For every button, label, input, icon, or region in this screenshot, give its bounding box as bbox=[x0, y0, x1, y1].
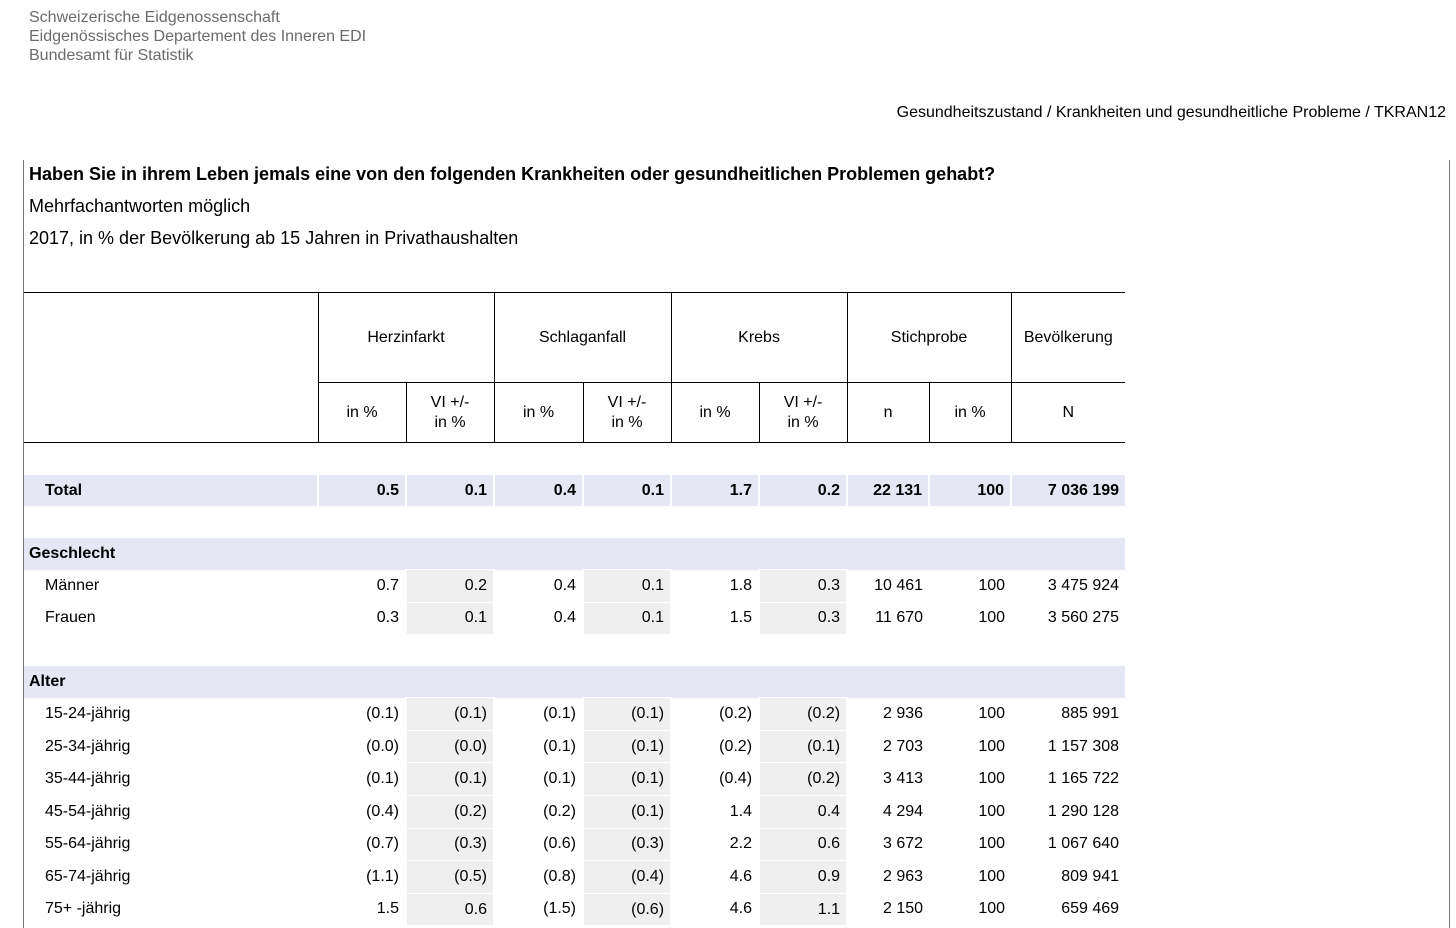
table-cell: 0.7 bbox=[376, 576, 399, 594]
spacer-row bbox=[24, 506, 1125, 538]
row-label: 65-74-jährig bbox=[45, 867, 131, 885]
total-cell: 0.4 bbox=[494, 475, 583, 506]
table-row bbox=[24, 570, 1125, 603]
subheader: VI +/- in % bbox=[759, 383, 847, 443]
section-title: Geschlecht bbox=[24, 538, 1125, 570]
subtitle-population: 2017, in % der Bevölkerung ab 15 Jahren in Privathaushalten bbox=[29, 228, 519, 248]
table-cell: (0.2) bbox=[406, 795, 494, 828]
table-cell: 100 bbox=[978, 900, 1006, 918]
table-cell: 0.1 bbox=[406, 602, 494, 634]
spacer-row bbox=[24, 443, 1125, 476]
section-title: Alter bbox=[24, 666, 1125, 698]
table-cell: (0.1) bbox=[366, 704, 399, 722]
table-cell: 100 bbox=[978, 770, 1006, 788]
table-body bbox=[24, 443, 1125, 926]
table-cell: 0.1 bbox=[583, 570, 671, 603]
table-cell: 809 941 bbox=[1061, 867, 1120, 885]
table-cell: 4.6 bbox=[729, 867, 753, 885]
table-cell: 100 bbox=[978, 609, 1006, 627]
total-cell: 1.7 bbox=[671, 475, 759, 506]
row-label: 35-44-jährig bbox=[45, 770, 131, 788]
total-row bbox=[24, 475, 1125, 506]
table-cell: 885 991 bbox=[1061, 704, 1120, 722]
table-cell: (0.2) bbox=[759, 763, 847, 796]
table-cell: (0.1) bbox=[543, 737, 577, 755]
breadcrumb: Gesundheitszustand / Krankheiten und gesundheitliche Probleme / TKRAN12 bbox=[896, 104, 1446, 121]
subheader: n bbox=[847, 383, 929, 443]
table-row bbox=[24, 861, 1125, 894]
table-cell: (0.6) bbox=[583, 893, 671, 925]
table-row bbox=[24, 828, 1125, 861]
table-row bbox=[24, 602, 1125, 634]
table-cell: 10 461 bbox=[874, 576, 924, 594]
org-line: Schweizerische Eidgenossenschaft bbox=[29, 9, 280, 26]
subtitle-multiple: Mehrfachantworten möglich bbox=[29, 196, 251, 216]
table-cell: (0.6) bbox=[543, 835, 577, 853]
table-cell: 0.2 bbox=[406, 570, 494, 603]
table-cell: 2 936 bbox=[883, 704, 924, 722]
total-cell: 0.1 bbox=[583, 475, 671, 506]
table-cell: (0.3) bbox=[583, 828, 671, 861]
table-cell: 100 bbox=[978, 737, 1006, 755]
table-cell: (0.1) bbox=[406, 763, 494, 796]
total-cell: 0.1 bbox=[406, 475, 494, 506]
organisation-header bbox=[29, 8, 366, 65]
table-cell: 1 157 308 bbox=[1047, 737, 1120, 755]
table-cell: (0.1) bbox=[543, 770, 577, 788]
row-label: Frauen bbox=[45, 609, 96, 627]
row-label: 25-34-jährig bbox=[45, 737, 131, 755]
group-header-bevoelkerung: Bevölkerung bbox=[1011, 293, 1125, 383]
org-line: Eidgenössisches Departement des Inneren EDI bbox=[29, 28, 367, 45]
table-cell: 100 bbox=[978, 576, 1006, 594]
table-cell: 0.4 bbox=[553, 576, 577, 594]
table-cell: 11 670 bbox=[875, 609, 924, 627]
question-title: Haben Sie in ihrem Leben jemals eine von den folgenden Krankheiten oder gesundheitlichen Problemen gehabt? bbox=[29, 164, 996, 184]
table-cell: (0.4) bbox=[719, 770, 753, 788]
subheader: in % bbox=[929, 383, 1011, 443]
table-cell: 0.1 bbox=[583, 602, 671, 634]
table-cell: 3 475 924 bbox=[1047, 576, 1120, 594]
table-cell: 0.3 bbox=[759, 570, 847, 603]
table-cell: (0.2) bbox=[543, 802, 577, 820]
subheader: in % bbox=[318, 383, 406, 443]
subheader: VI +/- in % bbox=[406, 383, 494, 443]
table-cell: 4.6 bbox=[729, 900, 753, 918]
subheader: VI +/- in % bbox=[583, 383, 671, 443]
frame-right-border bbox=[1449, 160, 1450, 928]
org-line: Bundesamt für Statistik bbox=[29, 47, 194, 64]
table-cell: (0.5) bbox=[406, 861, 494, 894]
table-cell: (0.1) bbox=[583, 795, 671, 828]
row-label: Total bbox=[24, 475, 318, 506]
group-header-krebs: Krebs bbox=[671, 293, 847, 383]
table-cell: (1.5) bbox=[543, 900, 577, 918]
row-label: 55-64-jährig bbox=[45, 835, 131, 853]
subheader: in % bbox=[494, 383, 583, 443]
stub-header bbox=[24, 293, 318, 443]
table-cell: 0.4 bbox=[759, 795, 847, 828]
table-row bbox=[24, 795, 1125, 828]
table-cell: (0.1) bbox=[583, 698, 671, 731]
table-cell: 4 294 bbox=[883, 802, 924, 820]
table-cell: (0.0) bbox=[406, 730, 494, 763]
table-cell: 100 bbox=[978, 704, 1006, 722]
table-cell: 2 703 bbox=[883, 737, 924, 755]
section-header-row bbox=[24, 538, 1125, 570]
group-header-herzinfarkt: Herzinfarkt bbox=[318, 293, 494, 383]
table-cell: (0.1) bbox=[759, 730, 847, 763]
table-cell: (0.7) bbox=[366, 835, 399, 853]
spacer-row bbox=[24, 634, 1125, 666]
subheader: in % bbox=[671, 383, 759, 443]
table-cell: 3 672 bbox=[883, 835, 924, 853]
table-row bbox=[24, 698, 1125, 731]
table-cell: 1.4 bbox=[729, 802, 753, 820]
table-cell: 1.8 bbox=[729, 576, 753, 594]
table-cell: 2 150 bbox=[883, 900, 924, 918]
table-cell: 0.4 bbox=[553, 609, 577, 627]
table-cell: 0.9 bbox=[759, 861, 847, 894]
table-cell: 0.6 bbox=[759, 828, 847, 861]
table-cell: 1.1 bbox=[759, 893, 847, 925]
table-cell: 0.3 bbox=[376, 609, 399, 627]
table-cell: (0.1) bbox=[543, 704, 577, 722]
table-cell: 1.5 bbox=[376, 900, 399, 918]
table-cell: 2 963 bbox=[883, 867, 924, 885]
group-header-schlaganfall: Schlaganfall bbox=[494, 293, 671, 383]
total-cell: 0.5 bbox=[318, 475, 406, 506]
subheader: N bbox=[1011, 383, 1125, 443]
table-row bbox=[24, 763, 1125, 796]
table-row bbox=[24, 730, 1125, 763]
row-label: Männer bbox=[45, 576, 100, 594]
table-cell: (0.4) bbox=[366, 802, 399, 820]
table-cell: 1.5 bbox=[729, 609, 753, 627]
group-header-stichprobe: Stichprobe bbox=[847, 293, 1011, 383]
table-cell: 1 067 640 bbox=[1047, 835, 1120, 853]
total-cell: 0.2 bbox=[759, 475, 847, 506]
table-cell: (0.8) bbox=[543, 867, 577, 885]
table-cell: (0.2) bbox=[719, 704, 753, 722]
table-cell: 3 560 275 bbox=[1047, 609, 1120, 627]
total-cell: 22 131 bbox=[847, 475, 929, 506]
table-cell: (0.2) bbox=[759, 698, 847, 731]
table-cell: 3 413 bbox=[883, 770, 924, 788]
table-cell: 659 469 bbox=[1061, 900, 1120, 918]
table-cell: 100 bbox=[978, 867, 1006, 885]
table-cell: 0.3 bbox=[759, 602, 847, 634]
table-cell: 1 165 722 bbox=[1047, 770, 1120, 788]
table-cell: 0.6 bbox=[406, 893, 494, 925]
table-cell: (0.1) bbox=[583, 730, 671, 763]
row-label: 45-54-jährig bbox=[45, 802, 131, 820]
table-cell: (0.0) bbox=[366, 737, 399, 755]
table-cell: (0.1) bbox=[366, 770, 399, 788]
row-label: 75+ -jährig bbox=[45, 900, 122, 918]
data-table bbox=[24, 292, 1125, 925]
section-header-row bbox=[24, 666, 1125, 698]
table-cell: (0.2) bbox=[719, 737, 753, 755]
table-cell: 2.2 bbox=[729, 835, 753, 853]
table-cell: (0.1) bbox=[406, 698, 494, 731]
row-label: 15-24-jährig bbox=[45, 704, 131, 722]
total-cell: 7 036 199 bbox=[1011, 475, 1125, 506]
table-row bbox=[24, 893, 1125, 925]
table-cell: 100 bbox=[978, 802, 1006, 820]
table-cell: (0.4) bbox=[583, 861, 671, 894]
table-cell: (0.3) bbox=[406, 828, 494, 861]
table-cell: (1.1) bbox=[366, 867, 399, 885]
total-cell: 100 bbox=[929, 475, 1011, 506]
table-cell: 1 290 128 bbox=[1047, 802, 1120, 820]
table-cell: (0.1) bbox=[583, 763, 671, 796]
table-cell: 100 bbox=[978, 835, 1006, 853]
